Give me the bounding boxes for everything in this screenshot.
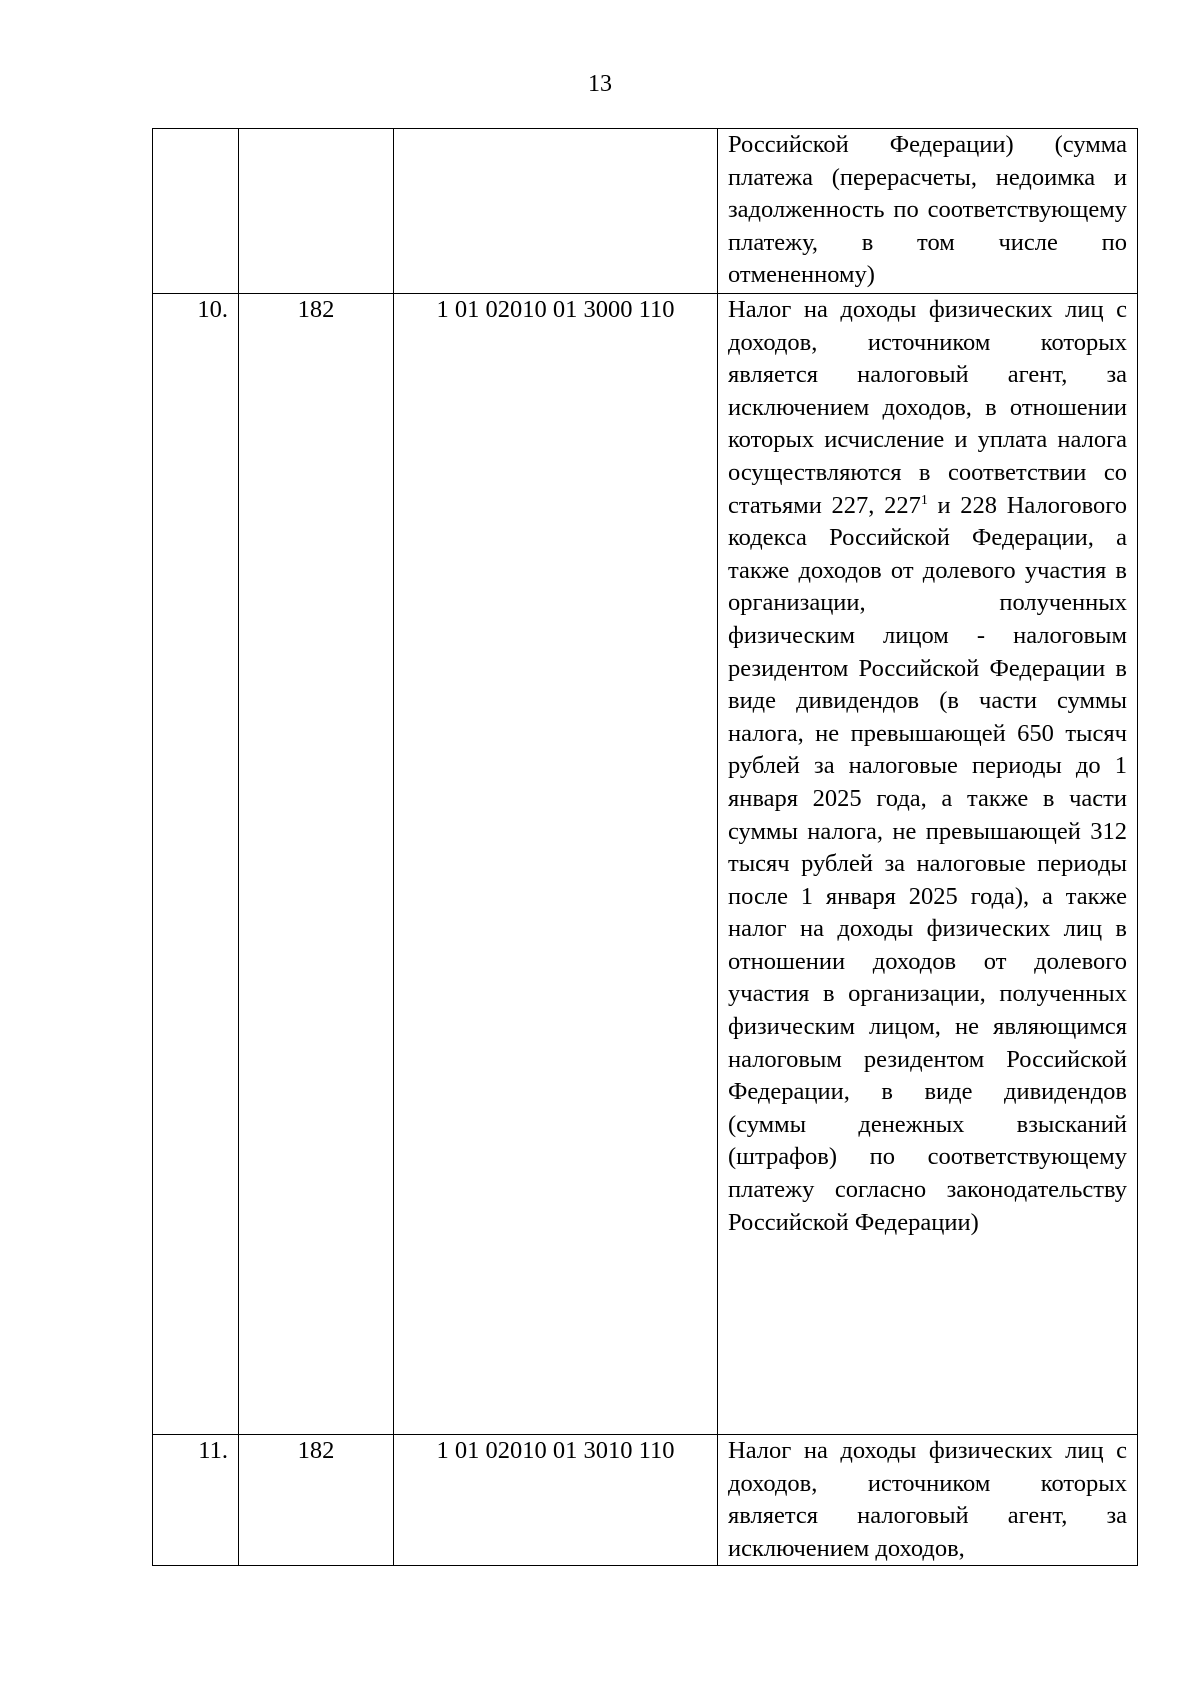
table-row — [153, 294, 1138, 1435]
admin-code-cell: 182 — [239, 294, 394, 1435]
kbk-code-cell: 1 01 02010 01 3010 110 — [394, 1435, 718, 1566]
description-text — [728, 294, 1127, 1239]
table-row — [153, 129, 1138, 294]
description-part-1: Налог на доходы физических лиц с доходов, источником которых является налоговый агент, за исключением доходов, в отношении которых исчисление и уплата налога осуществляются в соответствии со статьями 227, 227 — [728, 296, 1127, 519]
page-number: 13 — [588, 71, 612, 97]
admin-code-cell: 182 — [239, 1435, 394, 1566]
description-cell — [718, 294, 1138, 1435]
description-cell — [718, 129, 1138, 294]
description-part-2: и 228 Налогового кодекса Российской Федерации, а также доходов от долевого участия в организации, полученных физическим лицом - налоговым резидентом Российской Федерации в виде дивидендов (в части суммы налога, не превышающей 650 тысяч рублей за налоговые периоды до 1 января 2025 года, а также в части суммы налога, не превышающей 312 тысяч рублей за налоговые периоды после 1 января 2025 года), а также налог на доходы физических лиц в отношении доходов от долевого участия в организации, полученных физическим лицом, не являющимся налоговым резидентом Российской Федерации, в виде дивидендов (суммы денежных взысканий (штрафов) по соответствующему платежу согласно законодательству Российской Федерации) — [728, 491, 1127, 1236]
row-number-cell — [153, 129, 239, 294]
kbk-code-cell: 1 01 02010 01 3000 110 — [394, 294, 718, 1435]
kbk-code-cell — [394, 129, 718, 294]
description-text: Налог на доходы физических лиц с доходов, источником которых является налоговый агент, за исключением доходов, — [728, 1437, 1127, 1562]
description-cell — [718, 1435, 1138, 1566]
admin-code-cell — [239, 129, 394, 294]
row-number-cell: 11. — [153, 1435, 239, 1566]
article-superscript: 1 — [920, 492, 928, 508]
row-number-cell: 10. — [153, 294, 239, 1435]
table-row — [153, 1435, 1138, 1566]
description-text: Российской Федерации) (сумма платежа (перерасчеты, недоимка и задолженность по соответствующему платежу, в том числе по отмененному) — [728, 131, 1127, 289]
budget-codes-table — [152, 128, 1138, 1566]
